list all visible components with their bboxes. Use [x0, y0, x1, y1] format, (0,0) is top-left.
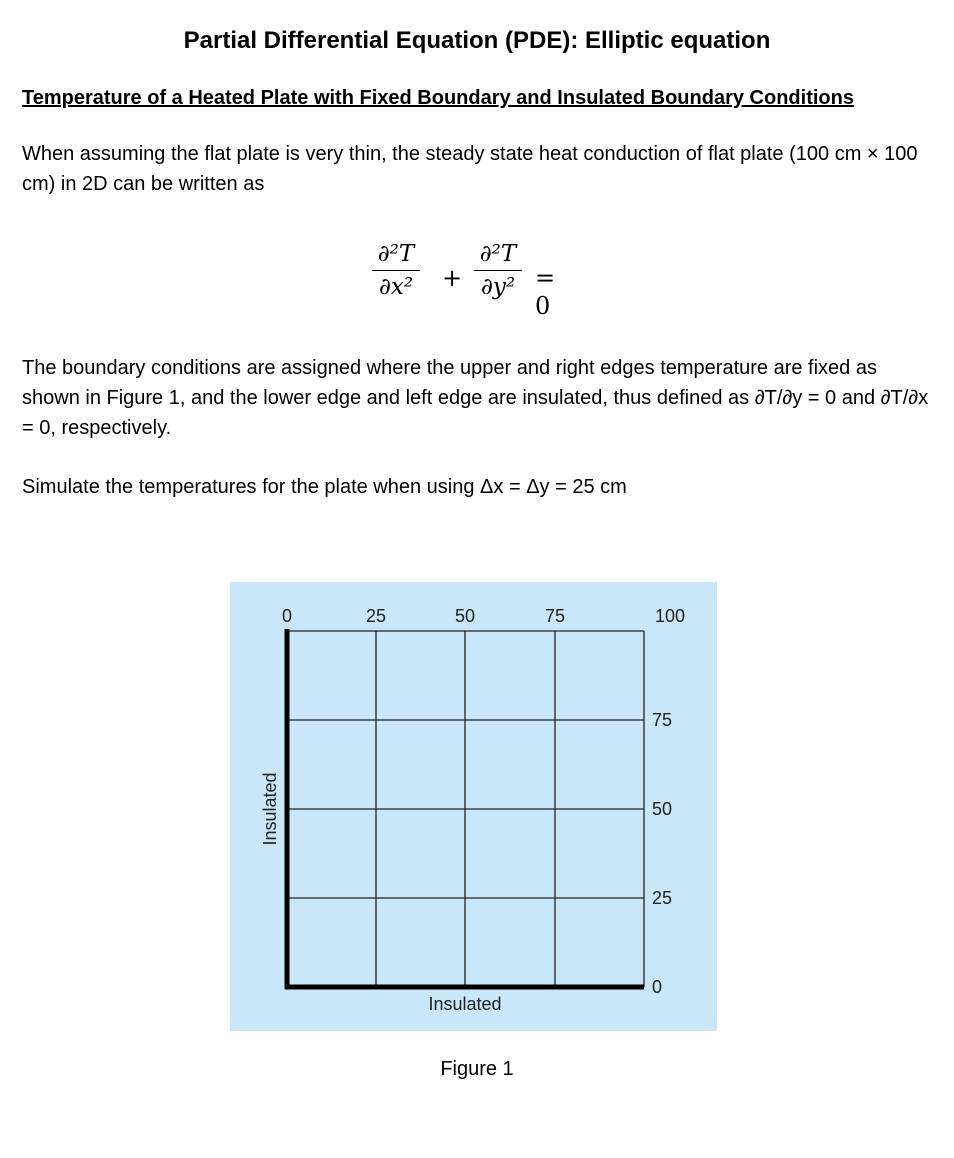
right-label-25: 25 — [652, 888, 673, 908]
plate-grid-svg — [230, 582, 717, 1031]
section-subtitle: Temperature of a Heated Plate with Fixed Boundary and Insulated Boundary Conditions — [22, 87, 854, 109]
d2t-dx2-fraction — [372, 240, 420, 301]
right-label-50: 50 — [652, 799, 673, 819]
top-label-0: 0 — [281, 606, 293, 626]
intro-paragraph: When assuming the flat plate is very thin, the steady state heat conduction of flat plate (100 cm × 100 cm) in 2D can be written as — [22, 143, 918, 195]
top-label-75: 75 — [544, 606, 566, 626]
top-label-100: 100 — [654, 606, 686, 626]
fraction-numerator: ∂²T — [479, 241, 517, 267]
fraction-numerator: ∂²T — [377, 241, 415, 267]
plate-grid-figure — [230, 582, 717, 1031]
figure-caption: Figure 1 — [440, 1058, 514, 1080]
grid-lines — [287, 631, 644, 987]
boundary-paragraph: The boundary conditions are assigned where the upper and right edges temperature are fixed as shown in Figure 1, and the lower edge and left edge are insulated, thus defined as ∂T/∂y = 0 and ∂T/∂x = 0, respectively. — [22, 357, 929, 439]
fraction-bar — [372, 270, 420, 271]
fraction-denominator: ∂y² — [480, 274, 516, 300]
equals-zero: = 0 — [535, 264, 556, 320]
d2t-dy2-fraction — [474, 240, 522, 301]
top-label-25: 25 — [365, 606, 387, 626]
task-paragraph: Simulate the temperatures for the plate when using Δx = Δy = 25 cm — [22, 476, 627, 498]
right-label-75: 75 — [652, 710, 673, 730]
right-label-0: 0 — [652, 977, 663, 997]
bottom-insulated-label: Insulated — [428, 994, 502, 1014]
page-title: Partial Differential Equation (PDE): Elliptic equation — [183, 27, 771, 54]
left-insulated-label: Insulated — [260, 772, 280, 846]
fraction-denominator: ∂x² — [378, 274, 414, 300]
plus-sign: + — [442, 264, 463, 292]
fraction-bar — [474, 270, 522, 271]
top-label-50: 50 — [454, 606, 476, 626]
